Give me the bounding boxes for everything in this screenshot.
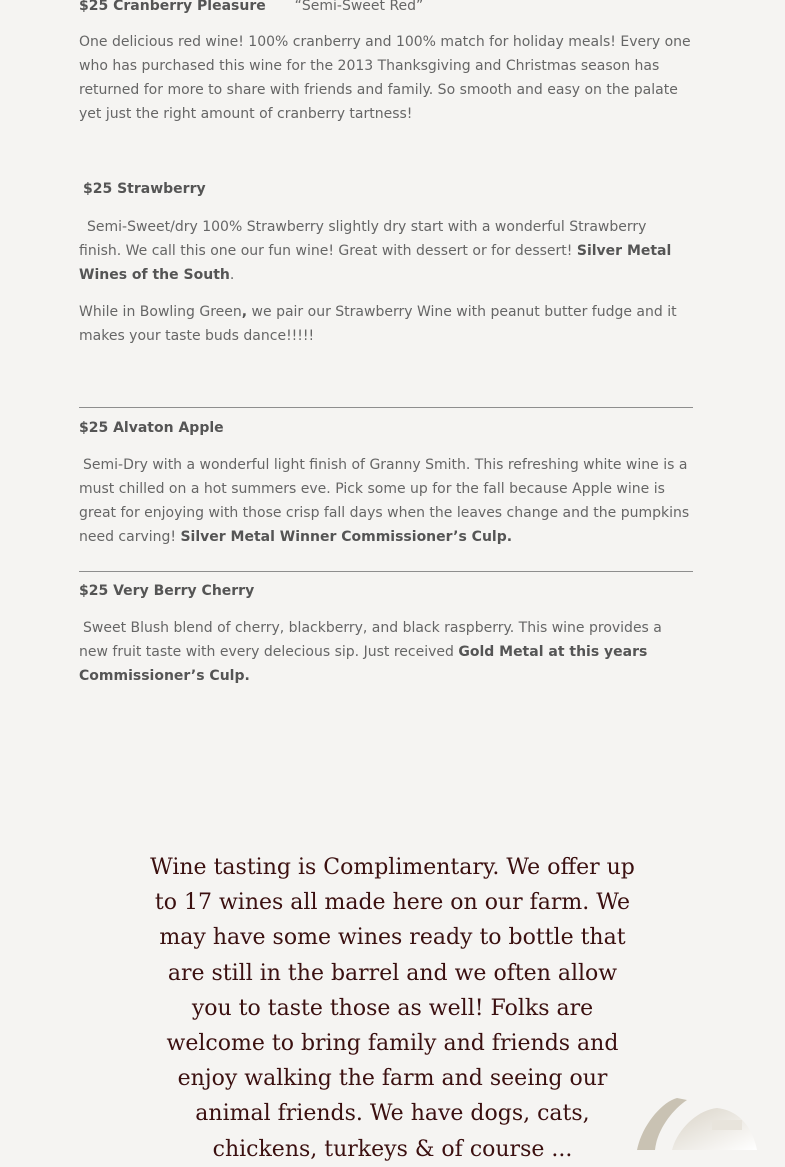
wine-title: $25 Very Berry Cherry: [79, 583, 255, 599]
note-rest: we pair our Strawberry Wine with peanut butter fudge and it makes your taste buds dance!!!!!: [79, 304, 677, 344]
award-suffix: .: [229, 267, 235, 283]
wine-apple: [79, 453, 693, 549]
note-prefix: While in Bowling Green: [79, 304, 242, 320]
wine-pairing-note: [79, 300, 693, 348]
tasting-info: Wine tasting is Complimentary. We offer up to 17 wines all made here on our farm. We may have some wines ready to bottle that are still in the barrel and we often allow you to taste those as well! Folks are welcome to bring family and friends and enjoy walking the farm and seeing our animal friends. We have dogs, cats, chickens, turkeys & of course ...: [150, 855, 635, 1162]
wine-description: Semi-Dry with a wonderful light finish of Granny Smith. This refreshing white wine is a must chilled on a hot summers eve. Pick some up for the fall because Apple wine is great for enjoying with those crisp fall days when the leaves change and the pumpkins need carving!: [79, 457, 690, 545]
wine-description: Semi-Sweet/dry 100% Strawberry slightly dry start with a wonderful Strawberry finish. We call this one our fun wine! Great with dessert or for dessert!: [79, 219, 647, 259]
wine-cherry: [79, 616, 693, 688]
divider: [79, 571, 693, 572]
award-text: Silver Metal Winner Commissioner’s Culp.: [180, 529, 513, 545]
wine-description: Sweet Blush blend of cherry, blackberry, and black raspberry. This wine provides a new fruit taste with every delecious sip. Just received: [79, 620, 662, 660]
award-text: Gold Metal at this years Commissioner’s Culp.: [79, 644, 648, 684]
wine-cranberry: [79, 0, 693, 18]
wine-title: $25 Cranberry Pleasure: [79, 0, 266, 14]
wine-title: $25 Alvaton Apple: [79, 420, 224, 436]
wine-subtitle: “Semi-Sweet Red”: [294, 0, 424, 14]
award-text: Silver Metal Wines of the South: [79, 243, 672, 283]
divider: [79, 407, 693, 408]
wine-title: $25 Strawberry: [83, 181, 206, 197]
wine-strawberry: [79, 215, 693, 287]
note-separator: ,: [241, 304, 248, 320]
wine-bottle-icon: [617, 1090, 767, 1150]
wine-description: One delicious red wine! 100% cranberry and 100% match for holiday meals! Every one who has purchased this wine for the 2013 Thanksgiving and Christmas season has returned for more to share with friends and family. So smooth and easy on the palate yet just the right amount of cranberry tartness!: [79, 34, 691, 122]
